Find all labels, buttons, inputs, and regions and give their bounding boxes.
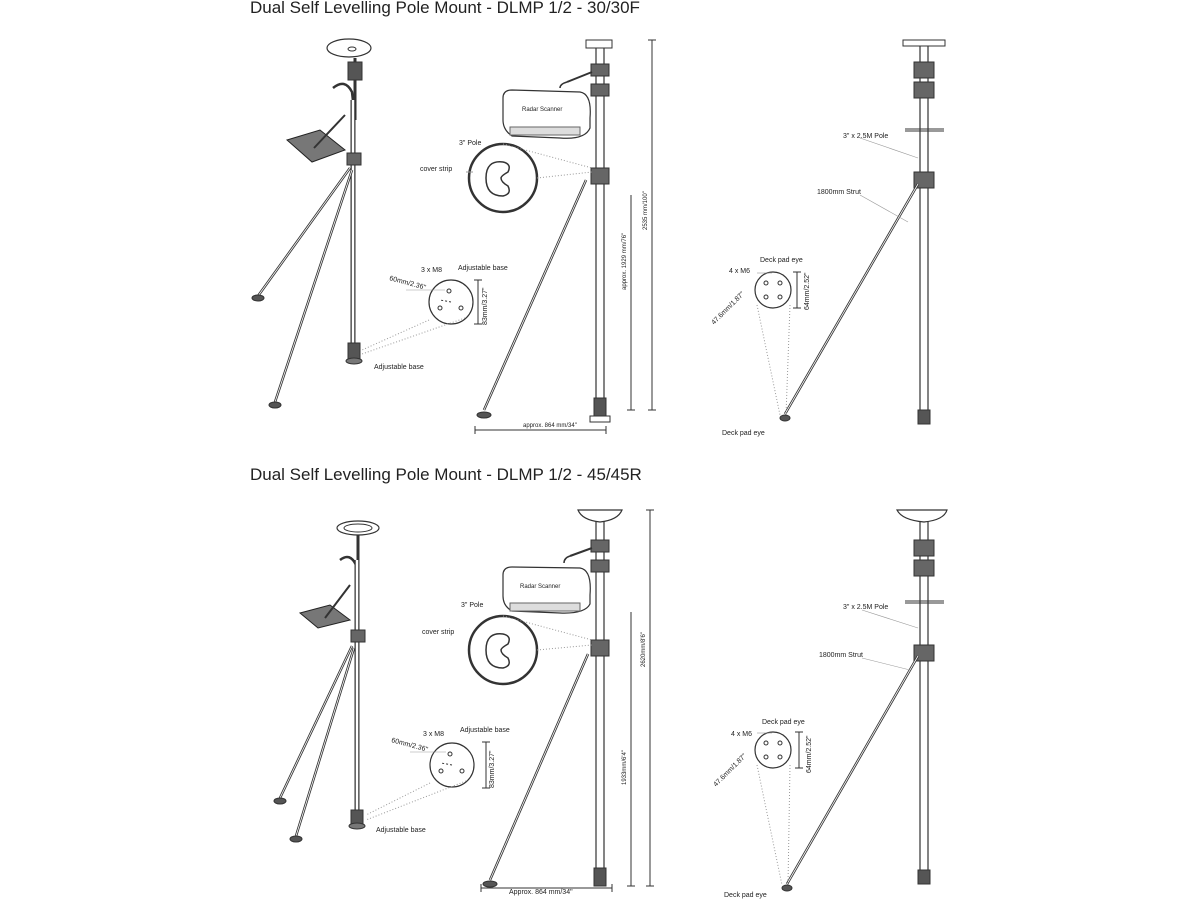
cover-strip-label: cover strip (420, 166, 453, 173)
adjustable-base-label: Adjustable base (458, 265, 508, 272)
section-top-drawing (252, 39, 945, 437)
strut-label: 1800mm Strut (817, 189, 861, 196)
section-bottom-drawing (274, 510, 947, 899)
deck-pad-eye-label: Deck pad eye (760, 257, 803, 264)
front-elevation-view-2 (755, 510, 947, 891)
base-height-label-2: 83mm/3.27" (489, 750, 496, 788)
strut-label-2: 1800mm Strut (819, 652, 863, 659)
radar-scanner-label: Radar Scanner (522, 107, 563, 113)
adjustable-base-label-2: Adjustable base (460, 727, 510, 734)
m8-bolt-label-2: 3 x M8 (423, 731, 445, 738)
radar-scanner-label-2: Radar Scanner (520, 584, 561, 590)
adjustable-base-label-lower-2: Adjustable base (376, 827, 426, 834)
section-title-bottom: Dual Self Levelling Pole Mount - DLMP 1/2 - 45/45R (250, 465, 642, 484)
pole-length-label-2: 3" x 2.5M Pole (843, 604, 889, 611)
side-elevation-view-2 (469, 510, 654, 892)
pad-height-label-2: 64mm/2.52" (806, 735, 813, 773)
base-width-label: 60mm/2.36" (388, 275, 427, 292)
cover-strip-label-2: cover strip (422, 629, 455, 636)
pad-height-label: 64mm/2.52" (804, 272, 811, 310)
iso-mount-view (252, 39, 371, 408)
m6-bolt-label: 4 x M6 (729, 268, 751, 275)
dimension-base-width-2: Approx. 864 mm/34" (509, 889, 573, 896)
deck-pad-eye-label-lower-2: Deck pad eye (724, 892, 767, 899)
dimension-lower-height-2: 1933mm/6'4" (622, 750, 628, 785)
pole-length-label: 3" x 2.5M Pole (843, 133, 889, 140)
adjustable-base-detail-2 (366, 742, 490, 820)
dimension-total-height-2: 2620mm/8'6" (641, 632, 647, 667)
dimension-lower-height: approx. 1929 mm/76" (622, 232, 628, 290)
adjustable-base-detail (362, 280, 482, 354)
pole-label: 3" Pole (459, 140, 482, 147)
dimension-base-width: approx. 864 mm/34" (523, 423, 577, 429)
m8-bolt-label: 3 x M8 (421, 267, 443, 274)
m6-bolt-label-2: 4 x M6 (731, 731, 753, 738)
adjustable-base-label-lower: Adjustable base (374, 364, 424, 371)
section-title-top: Dual Self Levelling Pole Mount - DLMP 1/2 - 30/30F (250, 0, 640, 17)
front-elevation-view (755, 40, 945, 424)
deck-pad-eye-label-lower: Deck pad eye (722, 430, 765, 437)
iso-mount-view-2 (274, 521, 379, 842)
pad-width-label: 47.6mm/1.87" (710, 290, 747, 327)
base-width-label-2: 60mm/2.36" (390, 737, 429, 754)
pole-label-2: 3" Pole (461, 602, 484, 609)
dimension-total-height: 2535 mm/100" (643, 191, 649, 230)
base-height-label: 83mm/3.27" (482, 287, 489, 325)
deck-pad-eye-label-2: Deck pad eye (762, 719, 805, 726)
pad-width-label-2: 47.6mm/1.87" (712, 752, 749, 789)
